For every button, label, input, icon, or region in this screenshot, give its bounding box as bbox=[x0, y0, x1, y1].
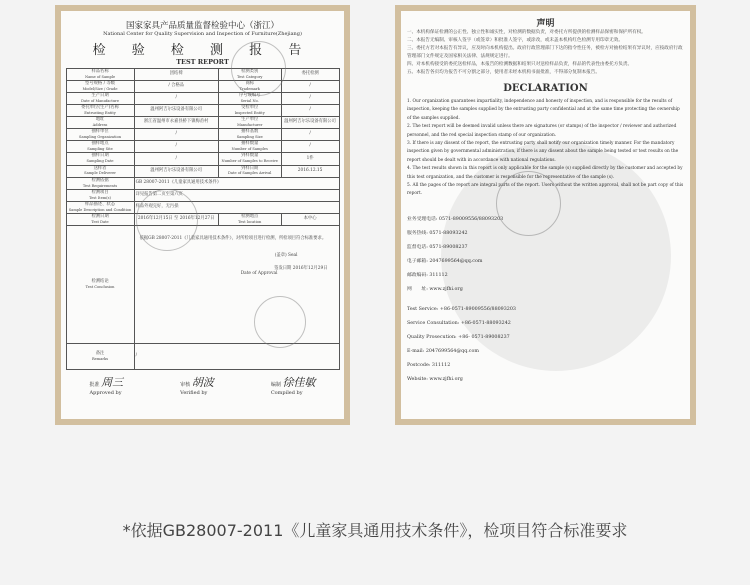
caption: *依据GB28007-2011《儿童家具通用技术条件》，检项目符合标准要求 bbox=[122, 521, 628, 540]
table-row: 地址 Address 浙江省温州市永嘉县桥下镇梅岙村 生产单位 Manufacturer 温州阿吉尔乐设备有限公司 bbox=[66, 117, 339, 129]
table-row: 样品名称 Name of Sample 团结椅 检测类别 Test Category 委托检测 bbox=[66, 69, 339, 81]
table-row: 检测项目 Test Item(s) 详见报告第二页至第六页 bbox=[66, 189, 339, 201]
seal-stamp bbox=[231, 41, 286, 96]
table-row: 抽样单位 Sampling Organization / 抽样基数 Sampling Size / bbox=[66, 129, 339, 141]
contact-line-en: E-mail: 2047699564@qq.com bbox=[407, 348, 479, 354]
declaration-image bbox=[395, 5, 696, 425]
seal-stamp bbox=[254, 296, 306, 348]
contact-line-cn: 电子邮箱: 2047699564@qq.com bbox=[407, 258, 483, 264]
watermark-logo bbox=[441, 141, 671, 371]
declaration-item-cn: 一、本机构保证检测的公正性、独立性和诚实性，对检测的数据负责，对委托方所提供的检测样品保密和保护所有权。 bbox=[407, 30, 646, 35]
declaration-title-en: DECLARATION bbox=[503, 83, 588, 94]
table-row: 型号规格 / 等级 Model/Size / Grade / 合格品 商标 Trademark / bbox=[66, 81, 339, 93]
report-heading-en: TEST REPORT bbox=[176, 58, 229, 66]
declaration-page bbox=[401, 11, 690, 419]
remarks-row: 备注 Remarks / bbox=[66, 343, 339, 369]
contact-line-en: Website: www.zjfhi.org bbox=[407, 376, 463, 382]
report-heading-cn: 检 验 检 测 报 告 bbox=[92, 43, 313, 58]
declaration-item-cn: 二、本报告无编制、审核人签字（或签章）和批准人签字，或涂改，或未盖本机构红色检测专用印章无效。 bbox=[407, 38, 623, 43]
contact-line-cn: 服务热线: 0571-88093242 bbox=[407, 230, 468, 236]
declaration-item-en: 3. If there is any dissent of the report, the entrusting party shall notify our organization timely manner. For the mandatory inspection given by governmental administration, if there is any dissent about the sample being tested or test results on the report should be dealt with in accordance with national regulations. bbox=[407, 141, 679, 163]
report-title-cn: 国家家具产品质量监督检验中心（浙江） bbox=[125, 21, 279, 31]
test-report-page bbox=[61, 11, 344, 419]
test-date-row: 检测日期 Test Date 2016年12月15日 至 2016年12月27日 检测地点 Test location 本中心 bbox=[66, 213, 339, 225]
report-title-en: National Center for Quality Supervision and Inspection of Furniture(Zhejiang) bbox=[103, 31, 302, 37]
table-row: 抽样地点 Sampling Site / 抽样数量 Number of Samples / bbox=[66, 141, 339, 153]
table-row: 抽样日期 Sampling Date / 到样数量 Number of Samples to Receive 1件 bbox=[66, 153, 339, 165]
declaration-item-cn: 五、本报告各页均为报告不可分割之部分，使用者未经本机构书面批准，不得部分复制本报告。 bbox=[407, 70, 600, 75]
declaration-item-en: 1. Our organization guarantees impartiality, independence and honesty of inspection, and is responsible for the results of inspection, keeping the samples supplied by the entrusting party confidential and at the same time protecting the ownership of the samples supplied. bbox=[407, 99, 680, 121]
seal-stamp bbox=[496, 171, 561, 236]
signatures bbox=[61, 374, 344, 396]
table-row: 样品描述、状态 Sample Description and Condition 样品外观完好，无污损 bbox=[66, 201, 339, 213]
compiled-by: 编制 徐佳敏 Compiled by bbox=[270, 375, 316, 396]
table-row: 委托单位(生产)名称 Entrusting Entity 温州阿吉尔乐设备有限公司 受检单位 Inspected Entity / bbox=[66, 105, 339, 117]
contact-line-en: Service Consultation: +86-0571-88093242 bbox=[407, 320, 511, 326]
table-row: 检测依据 Test Requirements GB 28007-2011《儿童家具通用技术条件》 bbox=[66, 177, 339, 189]
approved-by: 批准 周三 Approved by bbox=[89, 375, 124, 396]
test-report-image bbox=[55, 5, 350, 425]
declaration-item-en: 5. All the pages of the report are integral parts of the report. Users without the written approval, shall not be part copy of this report. bbox=[407, 183, 684, 197]
declaration-item-en: 2. The test report will be deemed invalid unless there are signatures (or stamps) of the inspector / reviewer and authorized personnel, and the red special inspection stamp of our organization. bbox=[407, 124, 677, 138]
contact-line-en: Postcode: 311112 bbox=[407, 362, 451, 368]
contact-line-cn: 监督电话: 0571-89008237 bbox=[407, 244, 468, 250]
conclusion-row: 检测结论 Test Conclusion 依据GB 28007-2011《儿童家具通用技术条件》，对所检项目进行检测，所检项目符合标准要求。 (盖章) Seal 签发日期 2016年12月29日 Date of Approval bbox=[66, 225, 339, 343]
seal-stamp bbox=[136, 189, 198, 251]
contact-line-en: Quality Prosecution: +86- 0571-89008237 bbox=[407, 334, 510, 340]
declaration-item-cn: 三、委托方若对本报告有异议，应及时向本机构提出。政府行政管理部门下达的指令性任务，被检方对抽检结果有异议时，应按政府行政管理部门文件规定及国家相关法律、法规规定进行。 bbox=[407, 46, 683, 59]
verified-by: 审核 胡波 Verified by bbox=[180, 375, 214, 396]
contact-line-cn: 邮政编码: 311112 bbox=[407, 272, 448, 278]
declaration-title-cn: 声明 bbox=[536, 19, 555, 29]
contact-line-cn: 业务受理电话: 0571-89009556/88093203 bbox=[407, 216, 504, 222]
declaration-item-en: 4. The test results shown in this report is only applicable for the sample (s) supplied directly by the customer and accepted by this test organization, and the customer is responsible for the representative of the sample (s). bbox=[407, 166, 683, 180]
contact-line-cn: 网 址: www.zjfhi.org bbox=[407, 286, 463, 292]
declaration-item-cn: 四、对本机构接受的委托送检样品，本报告的检测数据和结果只对送检样品负责，样品的代表性由委托方负责。 bbox=[407, 62, 633, 67]
table-row: 送样者 Sample Deliverer 温州阿吉尔乐设备有限公司 到样日期 Date of Samples Arrival 2016.12.15 bbox=[66, 165, 339, 177]
contact-line-en: Test Service: +86-0571-89009556/88093203 bbox=[407, 306, 516, 312]
table-row: 生产日期 Date of Manufacture / 序号或编号 Serial No. / bbox=[66, 93, 339, 105]
